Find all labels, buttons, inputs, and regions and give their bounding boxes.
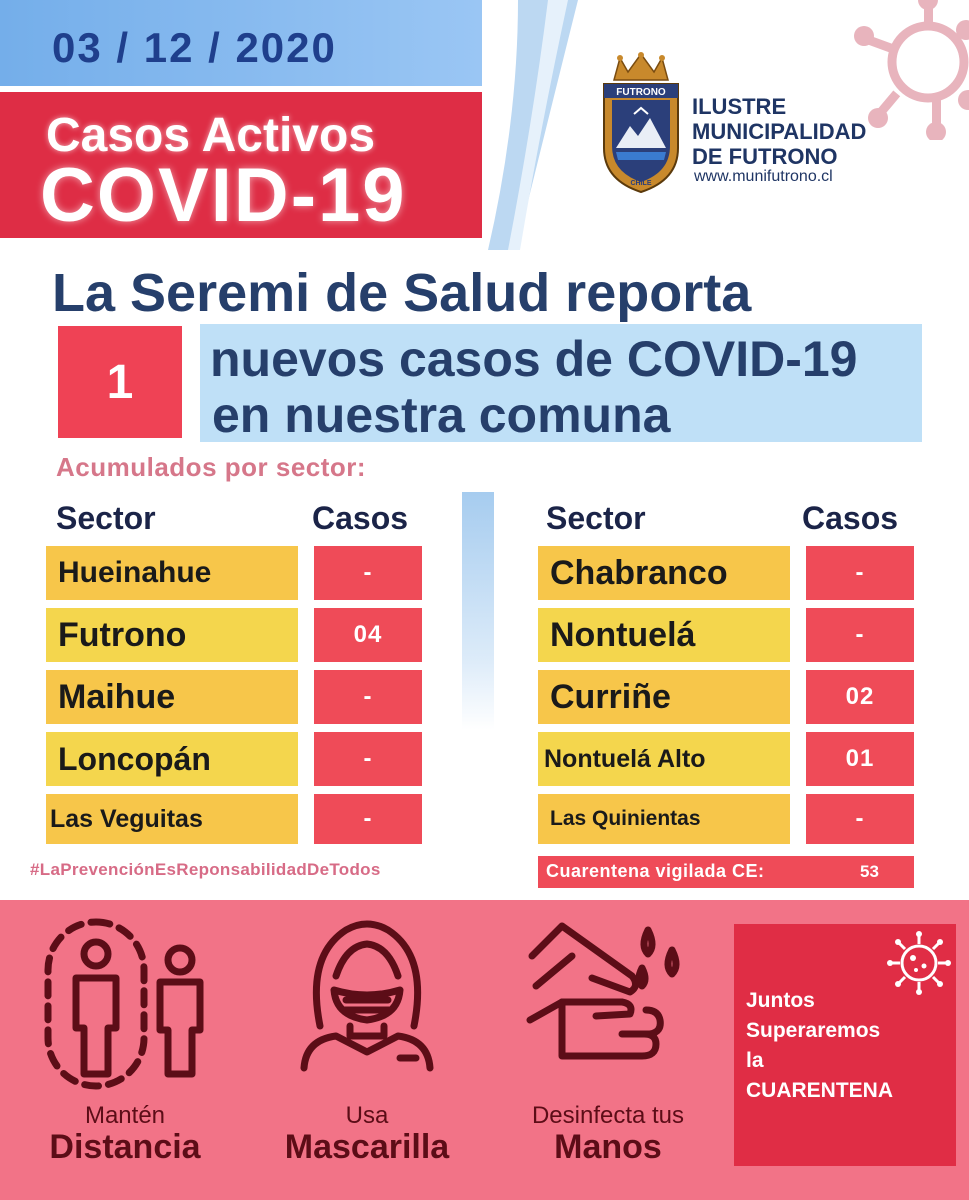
table-divider [462,492,494,730]
municipality-name-line-2: MUNICIPALIDAD [692,119,867,144]
report-title: La Seremi de Salud reporta [52,263,752,323]
slogan-line-2: Superaremos [746,1019,881,1042]
table-row-sector: Las Quinientas [538,794,790,844]
new-cases-line-1: nuevos casos de COVID-19 [210,331,858,387]
table-row-sector: Futrono [46,608,298,662]
accumulated-label: Acumulados por sector: [56,452,367,482]
municipality-name-line-3: DE FUTRONO [692,144,838,169]
right-sector-header: Sector [546,500,646,536]
left-cases-header: Casos [312,500,409,536]
face-mask-icon [296,916,438,1072]
hands-caption-small: Desinfecta tus [531,1102,685,1129]
new-cases-line-2: en nuestra comuna [212,387,671,443]
municipality-name-line-1: ILUSTRE [692,94,787,119]
blue-swoosh-decoration [478,0,598,250]
table-row-cases: 04 [314,608,422,662]
hashtag-text: #LaPrevenciónEsReponsabilidadDeTodos [30,860,381,879]
left-sector-header: Sector [56,500,156,536]
table-row-sector: Nontuelá [538,608,790,662]
right-cases-header: Casos [802,500,899,536]
distance-caption-small: Mantén [84,1102,166,1129]
mask-caption-small: Usa [345,1102,389,1129]
table-row-sector: Nontuelá Alto [538,732,790,786]
slogan-line-4: CUARENTENA [746,1079,893,1102]
title-line-2: COVID-19 [40,153,407,238]
table-row-cases: - [314,732,422,786]
municipality-name [692,94,866,169]
virus-decoration-icon [848,0,969,140]
slogan-text [746,986,951,1106]
table-row-cases: 01 [806,732,914,786]
report-date: 03 / 12 / 2020 [52,24,337,71]
table-row-cases: 02 [806,670,914,724]
quarantine-label: Cuarentena vigilada CE: [546,861,765,881]
hand-wash-icon [522,916,692,1072]
mask-caption-big: Mascarilla [284,1128,450,1166]
slogan-line-3: la [746,1049,764,1072]
table-row-sector: Hueinahue [46,546,298,600]
new-cases-count: 1 [58,326,182,438]
table-row-sector: Las Veguitas [46,794,298,844]
table-row-sector: Maihue [46,670,298,724]
table-row-sector: Chabranco [538,546,790,600]
table-row-cases: - [806,546,914,600]
table-row-sector: Loncopán [46,732,298,786]
title-line-1: Casos Activos [46,109,376,162]
social-distance-icon [40,916,210,1092]
distance-caption-big: Distancia [49,1128,201,1166]
shield-top-text: FUTRONO [616,87,666,98]
municipal-shield-icon [600,52,682,194]
slogan-line-1: Juntos [746,989,815,1012]
quarantine-value: 53 [860,862,879,881]
table-row-cases: - [806,794,914,844]
municipality-url[interactable]: www.munifutrono.cl [694,168,833,185]
table-row-cases: - [314,794,422,844]
table-row-cases: - [314,670,422,724]
shield-bottom-text: CHILE [630,180,652,187]
table-row-cases: - [806,608,914,662]
table-row-cases: - [314,546,422,600]
table-row-sector: Curriñe [538,670,790,724]
hands-caption-big: Manos [554,1128,662,1166]
